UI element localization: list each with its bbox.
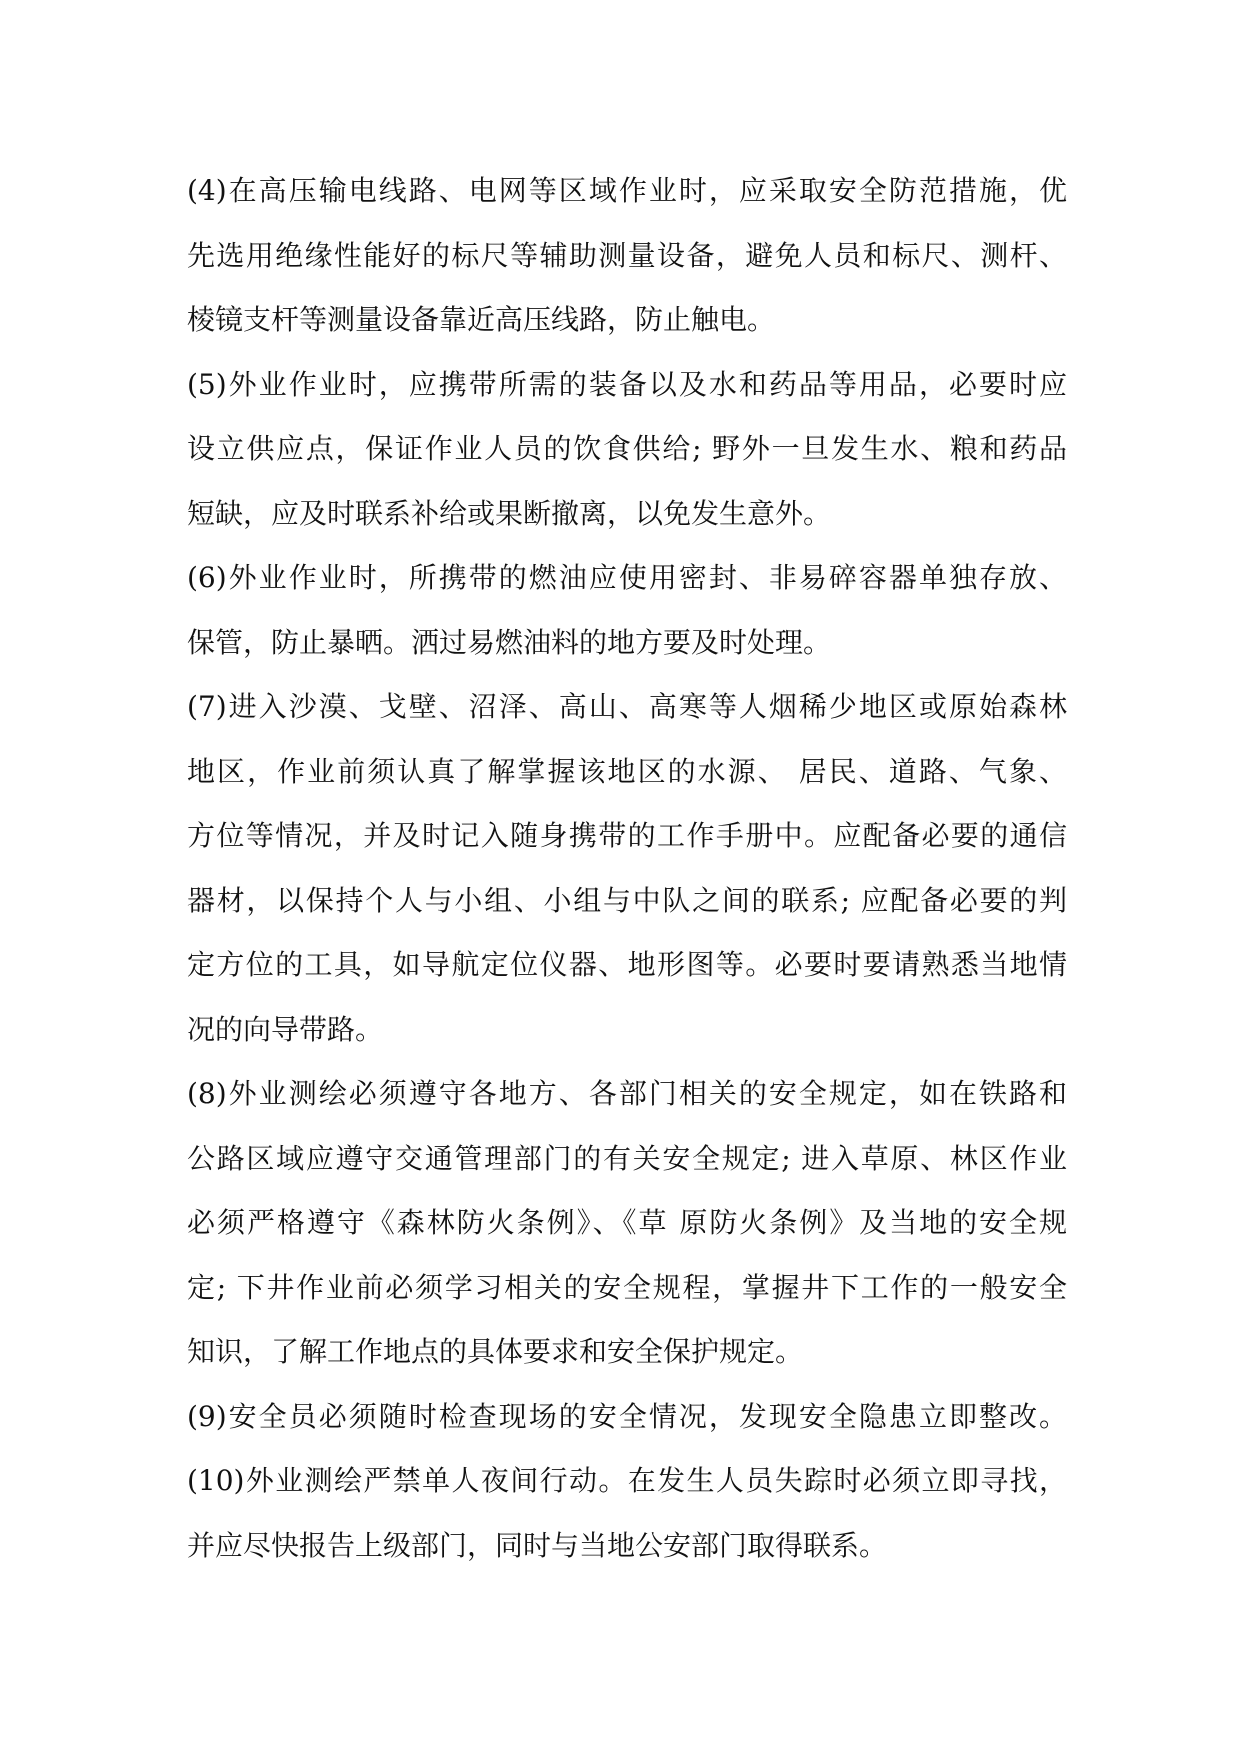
- text-line: 知识，了解工作地点的具体要求和安全保护规定。: [187, 1335, 804, 1368]
- text-line: (9)安全员必须随时检查现场的安全情况，发现安全隐患立即整改。: [187, 1399, 1067, 1433]
- text-line: 公路区域应遵守交通管理部门的有关安全规定; 进入草原、林区作业: [187, 1141, 1067, 1175]
- text-line: (5)外业作业时，应携带所需的装备以及水和药品等用品，必要时应: [187, 367, 1067, 401]
- text-line: (6)外业作业时，所携带的燃油应使用密封、非易碎容器单独存放、: [187, 561, 1067, 594]
- text-line: 器材，以保持个人与小组、小组与中队之间的联系; 应配备必要的判: [187, 883, 1067, 917]
- document-body: [187, 159, 1067, 1578]
- text-line: 况的向导带路。: [187, 1012, 384, 1046]
- text-line: (10)外业测绘严禁单人夜间行动。在发生人员失踪时必须立即寻找，: [187, 1464, 1067, 1497]
- text-line: 短缺，应及时联系补给或果断撤离，以免发生意外。: [187, 496, 832, 530]
- text-line: 地区，作业前须认真了解掌握该地区的水源、 居民、道路、气象、: [187, 754, 1067, 788]
- text-line: 必须严格遵守《森林防火条例》、《草 原防火条例》及当地的安全规: [187, 1206, 1067, 1239]
- text-line: (8)外业测绘必须遵守各地方、各部门相关的安全规定，如在铁路和: [187, 1077, 1067, 1110]
- text-line: 并应尽快报告上级部门，同时与当地公安部门取得联系。: [187, 1528, 888, 1562]
- text-line: 保管，防止暴晒。洒过易燃油料的地方要及时处理。: [187, 625, 832, 659]
- text-line: (7)进入沙漠、戈壁、沼泽、高山、高寒等人烟稀少地区或原始森林: [187, 690, 1067, 723]
- text-line: 设立供应点，保证作业人员的饮食供给; 野外一旦发生水、粮和药品: [187, 432, 1067, 465]
- text-line: 定; 下井作业前必须学习相关的安全规程，掌握井下工作的一般安全: [187, 1270, 1067, 1304]
- text-line: (4)在高压输电线路、电网等区域作业时，应采取安全防范措施，优: [187, 174, 1067, 207]
- text-line: 定方位的工具，如导航定位仪器、地形图等。必要时要请熟悉当地情: [187, 948, 1067, 981]
- text-line: 方位等情况，并及时记入随身携带的工作手册中。应配备必要的通信: [187, 819, 1067, 852]
- text-line: 棱镜支杆等测量设备靠近高压线路，防止触电。: [187, 303, 776, 336]
- text-line: 先选用绝缘性能好的标尺等辅助测量设备，避免人员和标尺、测杆、: [187, 238, 1067, 272]
